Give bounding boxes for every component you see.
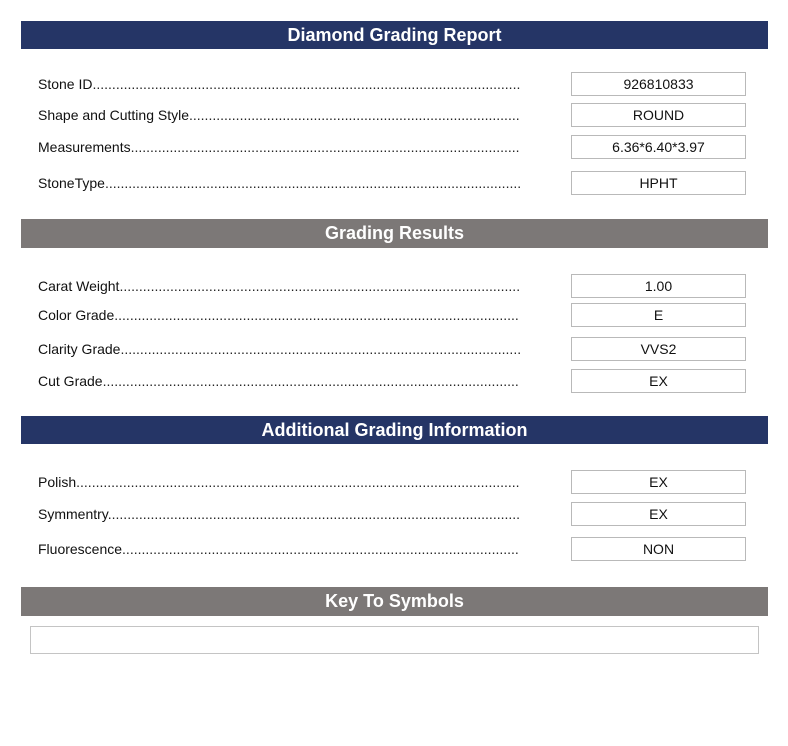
- cut-value: EX: [571, 369, 746, 393]
- color-label: Color Grade .....: [38, 303, 520, 327]
- stone-type-label: StoneType .....: [38, 171, 520, 195]
- color-value: E: [571, 303, 746, 327]
- polish-label: Polish .....: [38, 470, 520, 494]
- report-title-banner: Diamond Grading Report: [21, 21, 768, 49]
- symmetry-value: EX: [571, 502, 746, 526]
- fluorescence-row: [38, 537, 748, 561]
- measurements-value: 6.36*6.40*3.97: [571, 135, 746, 159]
- symmetry-row: [38, 502, 748, 526]
- polish-value: EX: [571, 470, 746, 494]
- measurements-row: [38, 135, 748, 159]
- fluorescence-value: NON: [571, 537, 746, 561]
- key-to-symbols-box: [30, 626, 759, 654]
- clarity-label: Clarity Grade .....: [38, 337, 520, 361]
- fluorescence-label: Fluorescence .....: [38, 537, 520, 561]
- carat-value: 1.00: [571, 274, 746, 298]
- key-to-symbols-banner: Key To Symbols: [21, 587, 768, 616]
- additional-info-banner: Additional Grading Information: [21, 416, 768, 444]
- polish-row: [38, 470, 748, 494]
- carat-label: Carat Weight .....: [38, 274, 520, 298]
- stone-type-row: [38, 171, 748, 195]
- color-row: [38, 303, 748, 327]
- carat-row: [38, 274, 748, 298]
- clarity-row: [38, 337, 748, 361]
- stone-id-label: Stone ID .....: [38, 72, 520, 96]
- shape-value: ROUND: [571, 103, 746, 127]
- stone-type-value: HPHT: [571, 171, 746, 195]
- cut-label: Cut Grade .....: [38, 369, 520, 393]
- shape-label: Shape and Cutting Style .....: [38, 103, 520, 127]
- clarity-value: VVS2: [571, 337, 746, 361]
- measurements-label: Measurements .....: [38, 135, 520, 159]
- stone-id-row: [38, 72, 748, 96]
- grading-results-banner: Grading Results: [21, 219, 768, 248]
- stone-id-value: 926810833: [571, 72, 746, 96]
- shape-row: [38, 103, 748, 127]
- symmetry-label: Symmentry .....: [38, 502, 520, 526]
- cut-row: [38, 369, 748, 393]
